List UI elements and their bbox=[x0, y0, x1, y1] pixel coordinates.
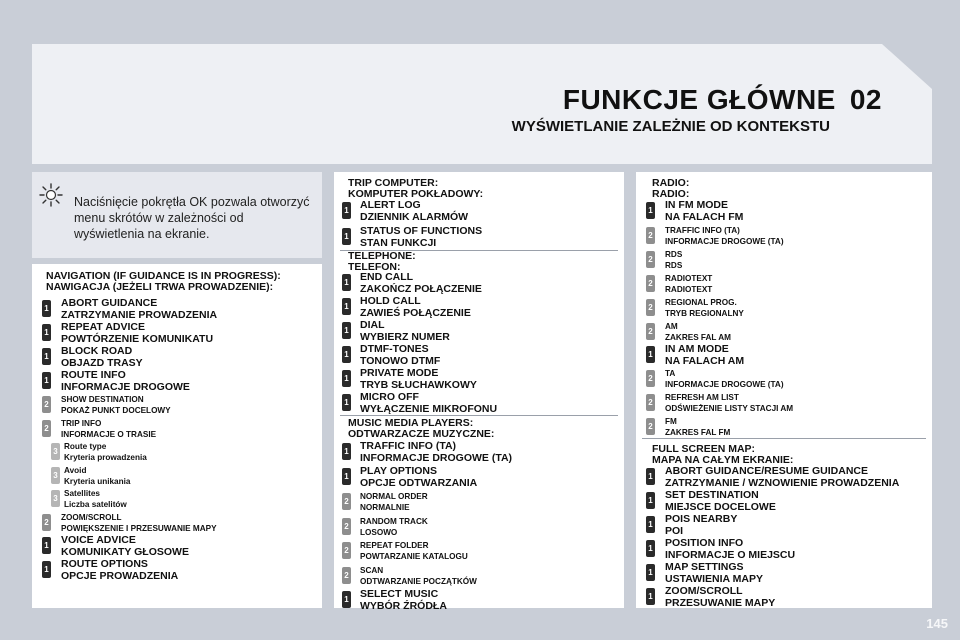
level-badge: 2 bbox=[342, 518, 351, 535]
telephone-menu-item[interactable] bbox=[360, 368, 477, 391]
menu-item-label-pl: INFORMACJE O TRASIE bbox=[61, 429, 157, 439]
menu-item-label-en: AM bbox=[665, 322, 678, 331]
level-badge: 1 bbox=[342, 202, 351, 219]
navigation-menu-item[interactable] bbox=[64, 465, 130, 487]
level-badge: 1 bbox=[342, 228, 351, 245]
level-badge: 2 bbox=[342, 542, 351, 559]
radio-menu-item[interactable] bbox=[665, 249, 682, 271]
menu-item-label-en: Avoid bbox=[64, 465, 87, 475]
menu-item-label-pl: ZATRZYMANIE / WZNOWIENIE PROWADZENIA bbox=[665, 476, 900, 489]
music-menu-item[interactable] bbox=[360, 441, 512, 464]
menu-item-label-pl: DZIENNIK ALARMÓW bbox=[360, 210, 469, 223]
menu-item-label-en: ZOOM/SCROLL bbox=[61, 512, 122, 522]
menu-item-label-pl: INFORMACJE DROGOWE bbox=[61, 380, 190, 393]
menu-item-label-en: ABORT GUIDANCE/RESUME GUIDANCE bbox=[665, 465, 869, 477]
menu-item-label-en: STATUS OF FUNCTIONS bbox=[360, 225, 483, 237]
menu-item-label-en: BLOCK ROAD bbox=[61, 345, 133, 357]
heading-line: RADIO: bbox=[652, 177, 690, 189]
menu-item-label-en: PRIVATE MODE bbox=[360, 367, 439, 379]
menu-item-label-pl: WYBIERZ NUMER bbox=[360, 330, 450, 343]
title-text: FUNKCJE GŁÓWNE bbox=[562, 84, 836, 115]
level-badge: 2 bbox=[42, 396, 51, 413]
level-badge: 1 bbox=[646, 516, 655, 533]
level-badge: 2 bbox=[646, 299, 655, 316]
level-badge: 1 bbox=[646, 202, 655, 219]
menu-item-label-en: DTMF-TONES bbox=[360, 343, 429, 355]
menu-item-label-en: Satellites bbox=[64, 489, 100, 498]
level-badge: 1 bbox=[646, 540, 655, 557]
menu-item-label-pl: OPCJE PROWADZENIA bbox=[61, 569, 179, 582]
level-badge: 3 bbox=[51, 443, 60, 460]
menu-item-label-en: ZOOM/SCROLL bbox=[665, 585, 743, 597]
menu-item-label-pl: ODTWARZANIE POCZĄTKÓW bbox=[360, 576, 477, 586]
navigation-menu-item[interactable] bbox=[61, 322, 213, 345]
telephone-menu-item[interactable] bbox=[360, 320, 450, 343]
level-badge: 1 bbox=[342, 443, 351, 460]
menu-item-label-en: REFRESH AM LIST bbox=[665, 393, 739, 402]
menu-item-label-pl: WYŁĄCZENIE MIKROFONU bbox=[360, 402, 498, 415]
radio-menu-item[interactable] bbox=[665, 321, 731, 343]
menu-item-label-pl: POWTÓRZENIE KOMUNIKATU bbox=[61, 332, 214, 345]
radio-menu-item[interactable] bbox=[665, 225, 784, 247]
music-menu-item[interactable] bbox=[360, 589, 447, 612]
menu-item-label-pl: Liczba satelitów bbox=[64, 500, 127, 509]
menu-item-label-pl: RDS bbox=[665, 261, 683, 270]
level-badge: 3 bbox=[51, 490, 60, 507]
menu-item-label-pl: OPCJE ODTWARZANIA bbox=[360, 476, 478, 489]
navigation-menu-item[interactable] bbox=[61, 512, 217, 534]
navigation-menu-item[interactable] bbox=[61, 535, 189, 558]
menu-item-label-pl: ZAKOŃCZ POŁĄCZENIE bbox=[360, 282, 482, 295]
chapter-number: 02 bbox=[849, 84, 882, 115]
level-badge: 1 bbox=[342, 322, 351, 339]
menu-item-label-en: POSITION INFO bbox=[665, 537, 744, 549]
menu-item-label-en: MICRO OFF bbox=[360, 391, 419, 403]
fullmap-menu-item[interactable] bbox=[665, 466, 899, 489]
navigation-menu-item[interactable] bbox=[61, 418, 156, 440]
menu-item-label-en: PLAY OPTIONS bbox=[360, 465, 438, 477]
navigation-menu-item[interactable] bbox=[61, 394, 171, 416]
level-badge: 3 bbox=[51, 467, 60, 484]
navigation-menu-item[interactable] bbox=[61, 346, 143, 369]
level-badge: 1 bbox=[646, 346, 655, 363]
level-badge: 2 bbox=[342, 567, 351, 584]
level-badge: 1 bbox=[42, 537, 51, 554]
menu-item-label-en: REGIONAL PROG. bbox=[665, 298, 737, 307]
menu-item-label-en: IN AM MODE bbox=[665, 343, 729, 355]
level-badge: 2 bbox=[646, 323, 655, 340]
menu-item-label-pl: ZAWIEŚ POŁĄCZENIE bbox=[360, 306, 471, 319]
menu-item-label-pl: ZATRZYMANIE PROWADZENIA bbox=[61, 308, 218, 321]
divider-telephone-music bbox=[340, 415, 618, 416]
menu-item-label-en: VOICE ADVICE bbox=[61, 534, 136, 546]
menu-item-label-en: Route type bbox=[64, 442, 107, 451]
menu-item-label-en: IN FM MODE bbox=[665, 199, 728, 211]
heading-line: TELEPHONE: bbox=[348, 250, 416, 262]
menu-item-label-pl: POWTARZANIE KATALOGU bbox=[360, 552, 468, 561]
level-badge: 1 bbox=[342, 298, 351, 315]
radio-menu-item[interactable] bbox=[665, 273, 712, 295]
radio-menu-item[interactable] bbox=[665, 416, 730, 438]
level-badge: 1 bbox=[342, 274, 351, 291]
heading-line: RADIO: bbox=[652, 188, 690, 200]
heading-line: NAVIGATION (IF GUIDANCE IS IN PROGRESS): bbox=[46, 270, 281, 282]
heading-line: ODTWARZACZE MUZYCZNE: bbox=[348, 428, 495, 440]
menu-item-label-en: ROUTE INFO bbox=[61, 369, 126, 381]
menu-item-label-pl: POI bbox=[665, 524, 684, 537]
radio-menu-item[interactable] bbox=[665, 392, 793, 414]
menu-item-label-en: TA bbox=[665, 369, 676, 378]
menu-item-label-en: MAP SETTINGS bbox=[665, 561, 744, 573]
radio-heading bbox=[652, 178, 689, 200]
telephone-menu-item[interactable] bbox=[360, 344, 440, 367]
menu-item-label-en: END CALL bbox=[360, 271, 414, 283]
menu-item-label-pl: LOSOWO bbox=[360, 527, 398, 537]
telephone-menu-item[interactable] bbox=[360, 272, 482, 295]
fullmap-menu-item[interactable] bbox=[665, 490, 776, 513]
menu-item-label-pl: ZAKRES FAL AM bbox=[665, 333, 731, 342]
menu-item-label-pl: INFORMACJE DROGOWE (TA) bbox=[360, 451, 513, 464]
level-badge: 2 bbox=[646, 275, 655, 292]
heading-line: KOMPUTER POKŁADOWY: bbox=[348, 188, 484, 200]
menu-item-label-pl: INFORMACJE O MIEJSCU bbox=[665, 548, 796, 561]
level-badge: 1 bbox=[646, 468, 655, 485]
telephone-heading bbox=[348, 251, 416, 273]
menu-item-label-pl: ZAKRES FAL FM bbox=[665, 428, 731, 437]
level-badge: 1 bbox=[646, 492, 655, 509]
heading-line: MAPA NA CAŁYM EKRANIE: bbox=[652, 454, 794, 466]
heading-line: TRIP COMPUTER: bbox=[348, 177, 439, 189]
level-badge: 2 bbox=[42, 514, 51, 531]
telephone-menu-item[interactable] bbox=[360, 392, 497, 415]
menu-item-label-pl: TONOWO DTMF bbox=[360, 354, 441, 367]
fullmap-menu-item[interactable] bbox=[665, 586, 775, 609]
level-badge: 1 bbox=[42, 561, 51, 578]
menu-item-label-pl: TRYB REGIONALNY bbox=[665, 309, 744, 318]
level-badge: 1 bbox=[342, 468, 351, 485]
telephone-menu-item[interactable] bbox=[360, 296, 471, 319]
fullmap-menu-item[interactable] bbox=[665, 538, 795, 561]
menu-item-label-pl: STAN FUNKCJI bbox=[360, 236, 437, 249]
fullmap-menu-item[interactable] bbox=[665, 562, 763, 585]
level-badge: 1 bbox=[42, 300, 51, 317]
music-menu-item[interactable] bbox=[360, 540, 468, 562]
music-menu-item[interactable] bbox=[360, 466, 477, 489]
heading-line: TELEFON: bbox=[348, 261, 401, 273]
sun-icon bbox=[38, 182, 64, 208]
menu-item-label-pl: RADIOTEXT bbox=[665, 285, 713, 294]
menu-item-label-en: POIS NEARBY bbox=[665, 513, 738, 525]
music-menu-item[interactable] bbox=[360, 565, 477, 587]
fullmap-heading bbox=[652, 444, 793, 466]
menu-item-label-en: ALERT LOG bbox=[360, 199, 421, 211]
menu-item-label-en: REPEAT ADVICE bbox=[61, 321, 146, 333]
menu-item-label-en: RADIOTEXT bbox=[665, 274, 713, 283]
music-menu-item[interactable] bbox=[360, 516, 428, 538]
level-badge: 2 bbox=[342, 493, 351, 510]
level-badge: 1 bbox=[646, 588, 655, 605]
menu-item-label-en: DIAL bbox=[360, 319, 385, 331]
level-badge: 2 bbox=[42, 420, 51, 437]
level-badge: 1 bbox=[342, 394, 351, 411]
heading-line: NAWIGACJA (JEŻELI TRWA PROWADZENIE): bbox=[46, 281, 274, 293]
navigation-menu-item[interactable] bbox=[61, 370, 190, 393]
level-badge: 2 bbox=[646, 394, 655, 411]
level-badge: 1 bbox=[342, 346, 351, 363]
menu-item-label-en: ROUTE OPTIONS bbox=[61, 558, 148, 570]
navigation-menu-item[interactable] bbox=[61, 559, 178, 582]
tip-text: Naciśnięcie pokrętła OK pozwala otworzyć menu skrótów w zależności od wyświetlenia na ekranie. bbox=[74, 195, 310, 241]
menu-item-label-en: SCAN bbox=[360, 565, 384, 575]
level-badge: 2 bbox=[646, 370, 655, 387]
tip-box bbox=[32, 172, 322, 258]
radio-menu-item[interactable] bbox=[665, 297, 744, 319]
menu-item-label-pl: MIEJSCE DOCELOWE bbox=[665, 500, 776, 513]
menu-item-label-pl: INFORMACJE DROGOWE (TA) bbox=[665, 380, 784, 389]
music-heading bbox=[348, 418, 494, 440]
menu-item-label-en: TRIP INFO bbox=[61, 418, 102, 428]
menu-item-label-en: TRAFFIC INFO (TA) bbox=[360, 440, 457, 452]
menu-item-label-pl: POWIĘKSZENIE I PRZESUWANIE MAPY bbox=[61, 523, 217, 533]
menu-item-label-pl: PRZESUWANIE MAPY bbox=[665, 596, 776, 609]
menu-item-label-en: TRAFFIC INFO (TA) bbox=[665, 226, 740, 235]
menu-item-label-pl: KOMUNIKATY GŁOSOWE bbox=[61, 545, 189, 558]
level-badge: 1 bbox=[42, 324, 51, 341]
radio-menu-item[interactable] bbox=[665, 344, 744, 367]
page-subtitle: WYŚWIETLANIE ZALEŻNIE OD KONTEKSTU bbox=[511, 118, 830, 135]
level-badge: 2 bbox=[646, 251, 655, 268]
radio-menu-item[interactable] bbox=[665, 368, 784, 390]
menu-item-label-pl: WYBÓR ŹRÓDŁA bbox=[360, 599, 447, 612]
menu-item-label-en: FM bbox=[665, 417, 677, 426]
heading-line: FULL SCREEN MAP: bbox=[652, 443, 756, 455]
menu-item-label-en: REPEAT FOLDER bbox=[360, 541, 429, 550]
navigation-menu-item[interactable] bbox=[61, 298, 217, 321]
radio-menu-item[interactable] bbox=[665, 200, 743, 223]
page-title bbox=[450, 84, 882, 116]
divider-radio-fullmap bbox=[642, 438, 926, 439]
level-badge: 1 bbox=[42, 348, 51, 365]
level-badge: 1 bbox=[342, 370, 351, 387]
menu-item-label-pl: OBJAZD TRASY bbox=[61, 356, 143, 369]
level-badge: 1 bbox=[42, 372, 51, 389]
menu-item-label-en: HOLD CALL bbox=[360, 295, 421, 307]
menu-item-label-pl: Kryteria unikania bbox=[64, 476, 131, 486]
menu-item-label-pl: NA FALACH AM bbox=[665, 354, 745, 367]
music-menu-item[interactable] bbox=[360, 491, 428, 513]
menu-item-label-en: SHOW DESTINATION bbox=[61, 395, 144, 404]
navigation-heading bbox=[46, 271, 281, 293]
trip-menu-item[interactable] bbox=[360, 200, 468, 223]
menu-item-label-pl: USTAWIENIA MAPY bbox=[665, 572, 764, 585]
menu-item-label-en: RDS bbox=[665, 250, 683, 259]
menu-item-label-pl: NORMALNIE bbox=[360, 503, 410, 512]
fullmap-menu-item[interactable] bbox=[665, 514, 737, 537]
page-number: 145 bbox=[926, 616, 948, 631]
level-badge: 2 bbox=[646, 418, 655, 435]
navigation-menu-item[interactable] bbox=[64, 441, 147, 463]
menu-item-label-pl: TRYB SŁUCHAWKOWY bbox=[360, 378, 477, 391]
trip-heading bbox=[348, 178, 483, 200]
menu-item-label-en: RANDOM TRACK bbox=[360, 516, 428, 526]
menu-item-label-en: ABORT GUIDANCE bbox=[61, 297, 158, 309]
menu-item-label-pl: POKAŻ PUNKT DOCELOWY bbox=[61, 406, 171, 415]
heading-line: MUSIC MEDIA PLAYERS: bbox=[348, 417, 474, 429]
menu-item-label-pl: Kryteria prowadzenia bbox=[64, 453, 147, 462]
menu-item-label-en: SET DESTINATION bbox=[665, 489, 759, 501]
menu-item-label-en: NORMAL ORDER bbox=[360, 492, 428, 501]
level-badge: 2 bbox=[646, 227, 655, 244]
menu-item-label-en: SELECT MUSIC bbox=[360, 588, 439, 600]
level-badge: 1 bbox=[646, 564, 655, 581]
menu-item-label-pl: NA FALACH FM bbox=[665, 210, 744, 223]
trip-menu-item[interactable] bbox=[360, 226, 482, 249]
navigation-menu-item[interactable] bbox=[64, 488, 127, 510]
menu-item-label-pl: INFORMACJE DROGOWE (TA) bbox=[665, 237, 784, 246]
menu-item-label-pl: ODŚWIEŻENIE LISTY STACJI AM bbox=[665, 404, 794, 413]
level-badge: 1 bbox=[342, 591, 351, 608]
